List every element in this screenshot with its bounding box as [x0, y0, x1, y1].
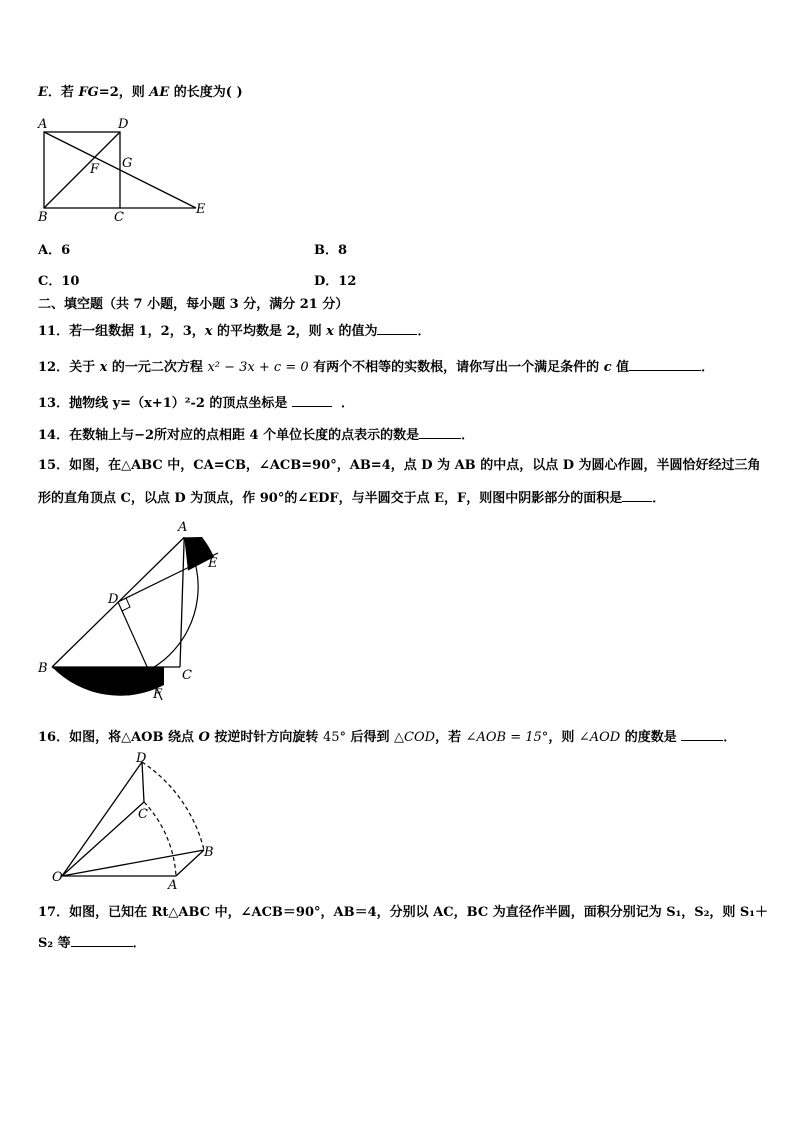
q15-end: ．	[652, 491, 666, 506]
q11-x2: x	[326, 324, 334, 339]
label-b: B	[38, 210, 48, 225]
q16-mid2: 后得到	[345, 730, 395, 745]
q16-mid: 按逆时针方向旋转	[209, 730, 323, 745]
label-f: F	[153, 687, 163, 702]
q13-text: 13．抛物线 y=（x+1）²-2 的顶点坐标是	[38, 396, 288, 411]
q10-option-a: A．6	[38, 243, 71, 258]
q10-option-d: D．12	[314, 274, 357, 289]
diagonal-bd	[44, 132, 120, 208]
segment-ob	[62, 850, 204, 876]
q14-end: ．	[461, 428, 475, 443]
q10-option-c: C．10	[38, 274, 80, 289]
q10-tail	[38, 84, 243, 102]
question-16	[38, 728, 736, 747]
label-d: D	[136, 751, 147, 766]
q16-pre: 16．如图，将△AOB 绕点	[38, 730, 199, 745]
question-17-line1: 17．如图，已知在 Rt△ABC 中，∠ACB＝90°，AB＝4，分别以 AC，BC 为直径作半圆，面积分别记为 S₁，S₂，则 S₁＋	[38, 905, 768, 920]
q12-pre: 12．关于	[38, 360, 100, 375]
q17-end: ．	[132, 936, 146, 951]
q13-end: ．	[341, 396, 355, 411]
segment-dc	[142, 762, 144, 802]
label-g: G	[122, 156, 133, 171]
q10-text-after: 的长度为( )	[169, 85, 243, 100]
q17-answer-blank[interactable]	[71, 934, 133, 947]
q10-option-b: B．8	[314, 243, 348, 258]
segment-oc	[62, 802, 144, 876]
label-o: O	[52, 870, 63, 885]
q16-figure	[44, 750, 234, 892]
q11-post: 的平均数是 2，则	[212, 324, 327, 339]
q11-pre: 11．若一组数据 1，2，3，	[38, 324, 205, 339]
label-c: C	[138, 807, 148, 822]
label-d: D	[118, 117, 129, 132]
q12-equation: x² − 3x + c = 0	[207, 360, 309, 375]
question-12	[38, 358, 714, 377]
q16-aod: ∠AOD	[578, 730, 621, 745]
q14-text: 14．在数轴上与−2所对应的点相距 4 个单位长度的点表示的数是	[38, 428, 420, 443]
section2-title: 二、填空题（共 7 小题，每小题 3 分，满分 21 分）	[38, 297, 349, 312]
label-c: C	[182, 668, 192, 683]
arc-db-dashed	[142, 762, 204, 850]
q11-end: ．	[417, 324, 431, 339]
question-13	[38, 394, 354, 413]
label-b: B	[38, 661, 48, 676]
q10-ae: AE	[149, 85, 170, 100]
label-a: A	[168, 878, 178, 892]
q12-x: x	[99, 360, 108, 375]
q10-text-before: ．若	[47, 85, 79, 100]
q15-answer-blank[interactable]	[622, 489, 652, 502]
q12-mid2: 有两个不相等的实数根，请你写出一个满足条件的	[308, 360, 604, 375]
q10-figure	[30, 112, 220, 227]
question-17-line2	[38, 934, 146, 953]
q11-x: x	[204, 324, 213, 339]
q16-end: ．	[723, 730, 737, 745]
q10-text-mid: =2，则	[98, 85, 150, 100]
label-e: E	[196, 202, 206, 217]
label-d: D	[108, 592, 119, 607]
q16-deg: 45°	[322, 730, 346, 745]
label-c: C	[114, 210, 124, 225]
q10-fg: FG	[78, 85, 99, 100]
segment-od	[62, 762, 142, 876]
q11-answer-blank[interactable]	[377, 322, 417, 335]
question-11	[38, 322, 430, 341]
q12-post: 值	[611, 360, 630, 375]
question-14	[38, 426, 474, 445]
q16-mid3: ，若	[435, 730, 466, 745]
label-b: B	[204, 845, 214, 860]
side-ac	[180, 537, 184, 667]
label-a: A	[38, 117, 48, 132]
q13-answer-blank[interactable]	[292, 394, 332, 407]
arc-ca-dashed	[144, 802, 176, 876]
q16-answer-blank[interactable]	[681, 728, 723, 741]
q10-option-label: E	[38, 85, 48, 100]
label-a: A	[178, 520, 188, 535]
q15-line2-text: 形的直角顶点 C，以点 D 为顶点，作 90°的∠EDF，与半圆交于点 E，F，则图中阴影部分的面积是	[38, 491, 623, 506]
question-15-line1: 15．如图，在△ABC 中，CA=CB，∠ACB=90°，AB=4，点 D 为 AB 的中点，以点 D 为圆心作圆，半圆恰好经过三角	[38, 458, 761, 473]
q17-line2-text: S₂ 等	[38, 936, 71, 951]
q14-answer-blank[interactable]	[419, 426, 461, 439]
ray-de	[118, 553, 218, 602]
label-e: E	[208, 556, 218, 571]
q12-c: c	[603, 360, 612, 375]
q12-answer-blank[interactable]	[629, 358, 701, 371]
q15-figure	[30, 515, 240, 705]
q16-mid4: ，则	[548, 730, 579, 745]
q16-cod: △COD	[394, 730, 436, 745]
q16-post: 的度数是	[620, 730, 677, 745]
q16-aob: ∠AOB = 15°	[465, 730, 549, 745]
q11-post2: 的值为	[333, 324, 378, 339]
q12-end: ．	[701, 360, 715, 375]
question-15-line2	[38, 489, 665, 508]
q16-o: O	[198, 730, 210, 745]
q12-mid: 的一元二次方程	[107, 360, 208, 375]
label-f: F	[90, 162, 100, 177]
